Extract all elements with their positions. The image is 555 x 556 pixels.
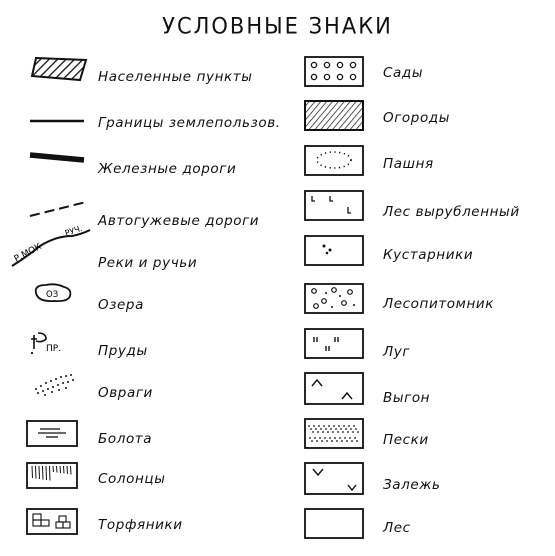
peat-bog-icon — [26, 508, 80, 536]
orchard-circles-icon — [304, 56, 366, 88]
legend-label-sands: Пески — [383, 432, 429, 448]
fallow-land-icon — [304, 462, 366, 496]
legend-title: УСЛОВНЫЕ ЗНАКИ — [162, 13, 393, 39]
legend-label-orchards: Сады — [383, 65, 424, 81]
legend-label-salt-marshes: Солонцы — [98, 471, 166, 487]
clear-cut-forest-icon — [304, 190, 366, 222]
legend-label-forest: Лес — [383, 520, 411, 536]
legend-label-arable-land: Пашня — [383, 156, 434, 172]
boundary-line-icon — [30, 118, 86, 124]
legend-label-rivers: Реки и ручьи — [98, 255, 198, 271]
forest-icon — [304, 508, 366, 540]
legend-label-swamps: Болота — [98, 431, 153, 447]
pasture-icon — [304, 372, 366, 406]
stream-sym-label: РУЧ. — [63, 223, 84, 238]
arable-land-dotted-oval-icon — [304, 145, 366, 177]
legend-label-pasture: Выгон — [383, 390, 431, 406]
ravine-dots-icon — [32, 371, 78, 397]
lake-icon — [32, 282, 74, 304]
river-stream-icon — [10, 222, 90, 272]
legend-label-railways: Железные дороги — [98, 161, 237, 177]
shrubs-icon — [304, 235, 366, 267]
legend-label-ravines: Овраги — [98, 385, 153, 401]
legend-label-clear-cut: Лес вырубленный — [383, 204, 520, 220]
vegetable-garden-hatched-icon — [304, 100, 366, 132]
legend-label-boundaries: Границы землепользов. — [98, 115, 281, 131]
railway-line-icon — [30, 152, 88, 164]
swamp-icon — [26, 420, 80, 448]
legend-label-fallow: Залежь — [383, 477, 441, 493]
settlement-hatched-icon — [28, 54, 90, 84]
dirt-road-dashed-icon — [30, 200, 88, 220]
legend-label-lakes: Озера — [98, 297, 144, 313]
legend-label-shrubs: Кустарники — [383, 247, 474, 263]
salt-marsh-icon — [26, 462, 80, 490]
legend-label-settlements: Населенные пункты — [98, 69, 253, 85]
sand-dots-icon — [304, 418, 366, 450]
legend-label-tree-nursery: Лесопитомник — [383, 296, 495, 312]
meadow-icon — [304, 328, 366, 360]
pond-sym-label: ПР. — [46, 344, 62, 354]
legend-label-ponds: Пруды — [98, 343, 148, 359]
legend-label-dirt-roads: Автогужевые дороги — [98, 213, 260, 229]
legend-label-meadow: Луг — [383, 344, 411, 360]
lake-sym-label: ОЗ — [46, 290, 59, 300]
legend-label-vegetable-gardens: Огороды — [383, 110, 450, 126]
pond-icon — [28, 331, 80, 357]
river-sym-label: Р.МОК — [12, 241, 44, 265]
tree-nursery-icon — [304, 283, 366, 315]
legend-label-peat: Торфяники — [98, 517, 183, 533]
